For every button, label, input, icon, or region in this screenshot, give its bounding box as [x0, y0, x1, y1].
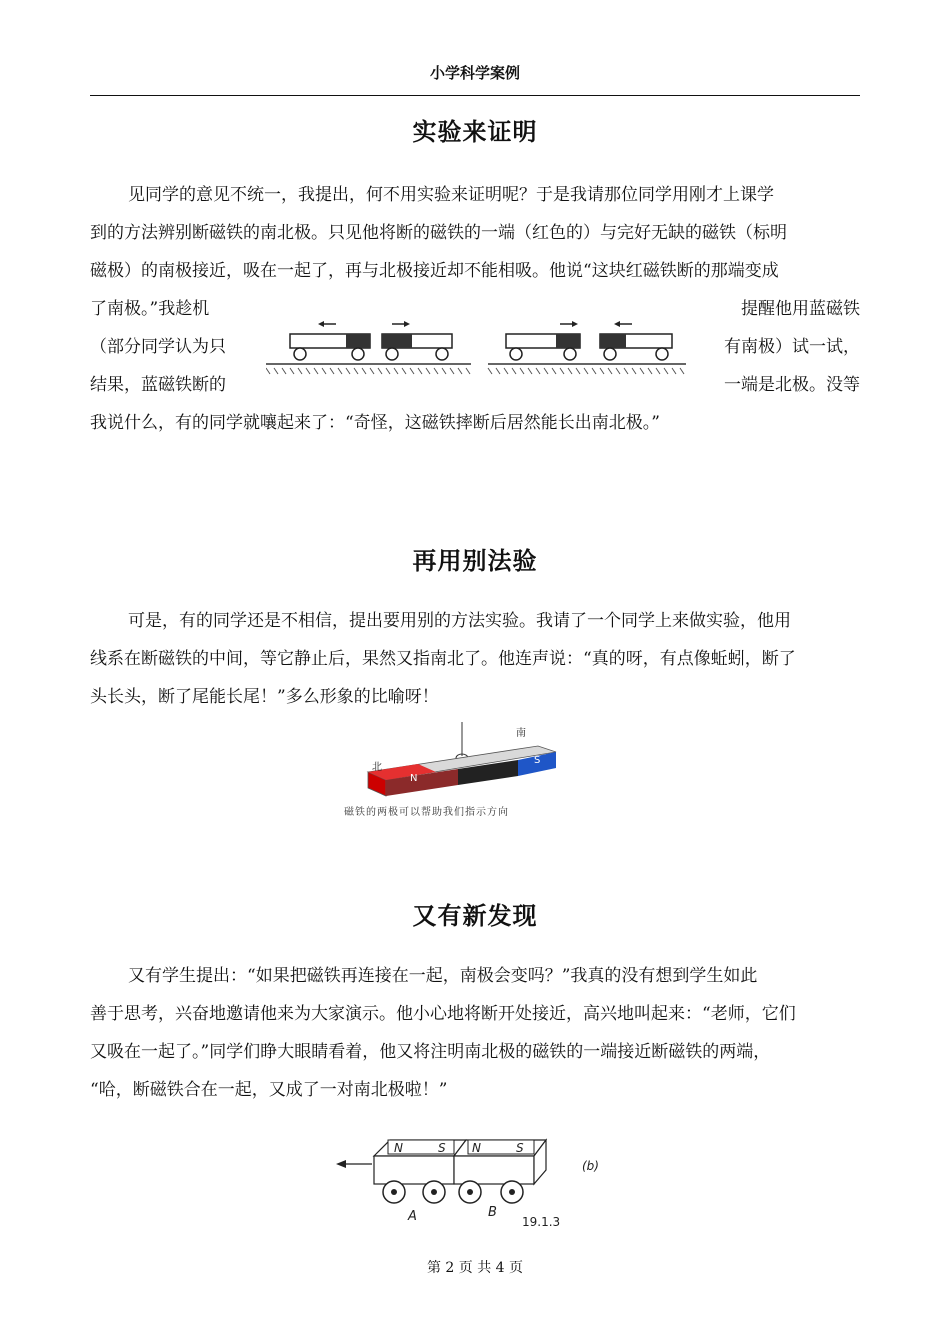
header-rule: [90, 95, 860, 96]
pole-n-label: N: [410, 773, 418, 784]
joined-magnet-carts-figure: [334, 1130, 614, 1234]
cart-a: [374, 1140, 466, 1203]
figure-id: 19.1.3: [522, 1215, 561, 1229]
page-footer: 第 2 页 共 4 页: [426, 1260, 524, 1276]
section-2-body: [90, 602, 860, 716]
s3-line-4: “哈，断磁铁合在一起，又成了一对南北极啦！”: [90, 1080, 448, 1100]
pole-s-label: S: [534, 755, 541, 766]
suspended-magnet-figure: [338, 722, 578, 820]
s1-line-7: 我说什么，有的同学就嚷起来了：“奇怪，这磁铁摔断后居然能长出南北极。”: [90, 413, 660, 433]
magnet-carts-figure: [266, 312, 686, 382]
s3-line-2: 善于思考，兴奋地邀请他来为大家演示。他小心地将断开处接近，高兴地叫起来：“老师，它们: [90, 1004, 796, 1024]
section-title-2: 再用别法验: [412, 547, 538, 575]
north-label: 北: [372, 762, 382, 773]
s1-line-6: 结果，蓝磁铁断的 一端是北极。没等: [90, 375, 860, 395]
section-title-1: 实验来证明: [412, 118, 538, 146]
cart-3: [506, 321, 580, 360]
cart-a-s: S: [438, 1141, 446, 1155]
s1-line-5: （部分同学认为只 有南极）试一试，: [90, 337, 860, 357]
s1-line-4: 了南极。”我趁机 提醒他用蓝磁铁: [90, 299, 860, 319]
section-title-3: 又有新发现: [412, 902, 538, 930]
cart-b: [454, 1140, 546, 1203]
s1-line-2: 到的方法辨别断磁铁的南北极。只见他将断的磁铁的一端（红色的）与完好无缺的磁铁（标明: [90, 223, 787, 243]
label-b: B: [488, 1205, 497, 1220]
cart-4: [600, 321, 672, 360]
cart-b-n: N: [472, 1141, 481, 1155]
s2-line-1: 可是，有的同学还是不相信，提出要用别的方法实验。我请了一个同学上来做实验，他用: [128, 611, 791, 631]
cart-1: [290, 321, 370, 360]
south-label: 南: [516, 728, 526, 739]
cart-b-s: S: [516, 1141, 524, 1155]
section-1-body: [90, 176, 860, 442]
s3-line-1: 又有学生提出：“如果把磁铁再连接在一起，南极会变吗？”我真的没有想到学生如此: [128, 966, 758, 986]
s1-line-3: 磁极）的南极接近，吸在一起了，再与北极接近却不能相吸。他说“这块红磁铁断的那端变成: [90, 261, 779, 281]
figure-tag: (b): [582, 1159, 599, 1173]
s2-line-2: 线系在断磁铁的中间，等它静止后，果然又指南北了。他连声说：“真的呀，有点像蚯蚓，断了: [90, 649, 796, 669]
ground-line-right: [488, 364, 686, 374]
cart-2: [382, 321, 452, 360]
section-3-body: [90, 957, 860, 1109]
s1-line-1: 见同学的意见不统一，我提出，何不用实验来证明呢？于是我请那位同学用刚才上课学: [128, 185, 774, 205]
figure-caption: 磁铁的两极可以帮助我们指示方向: [344, 807, 509, 818]
page-header: 小学科学案例: [429, 64, 520, 82]
s2-line-3: 头长头，断了尾能长尾！”多么形象的比喻呀！: [90, 687, 439, 707]
s3-line-3: 又吸在一起了。”同学们睁大眼睛看着，他又将注明南北极的磁铁的一端接近断磁铁的两端，: [90, 1042, 771, 1062]
cart-a-n: N: [394, 1141, 403, 1155]
ground-line-left: [266, 364, 471, 374]
label-a: A: [408, 1209, 417, 1224]
